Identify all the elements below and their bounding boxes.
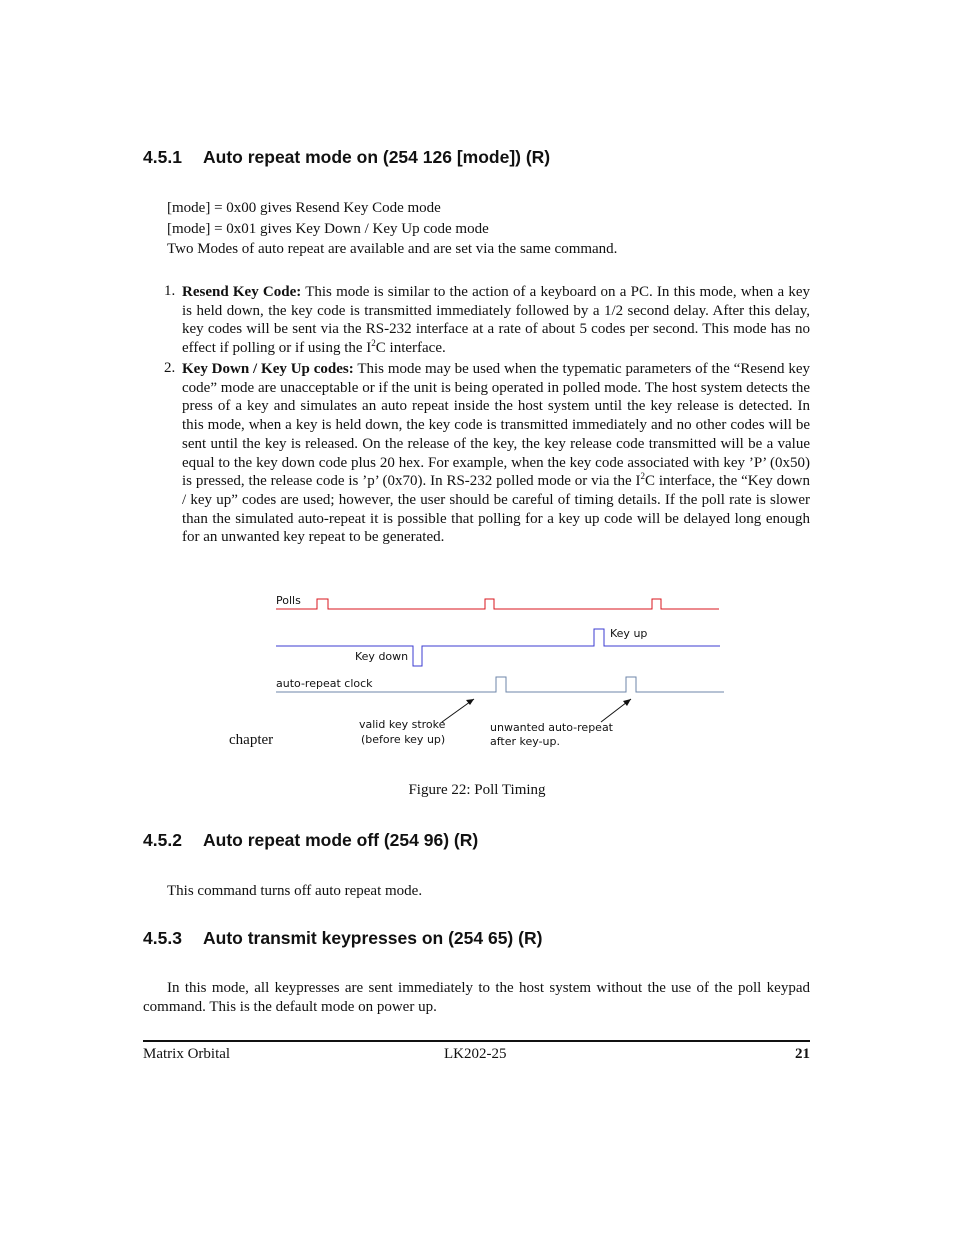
page-number: 21 (795, 1046, 810, 1062)
list-marker: 2. (164, 360, 176, 376)
list-item-term: Key Down / Key Up codes: (182, 361, 354, 377)
key-down-label: Key down (355, 650, 409, 663)
valid-stroke-sublabel: (before key up) (361, 733, 446, 746)
polls-label: Polls (276, 594, 301, 607)
mode-line-1: [mode] = 0x01 gives Key Down / Key Up code mode (167, 221, 489, 237)
figure-side-label: chapter (229, 732, 274, 748)
polls-waveform (276, 599, 719, 609)
footer-left: Matrix Orbital (143, 1046, 231, 1062)
superscript: 2 (371, 338, 376, 349)
unwanted-repeat-label: unwanted auto-repeat (490, 721, 613, 734)
list-item-text-end: C interface. (375, 340, 446, 357)
list-item-term: Resend Key Code: (182, 284, 302, 300)
list-item-text-end: C interface, the “Key down / key up” codes are used; however, the user should be careful of timing details. If the poll rate is slower than the simulated auto-repeat it is possible that polling for a key up code will be delayed long enough for an unwanted key repeat to be generated. (182, 473, 810, 546)
section-4-5-2-text: This command turns off auto repeat mode. (167, 883, 423, 899)
footer-rule (143, 1040, 810, 1042)
section-4-5-3-text: In this mode, all keypresses are sent immediately to the host system without the use of the poll keypad command. This is the default mode on power up. (143, 980, 810, 1015)
list-item-text: This mode may be used when the typematic parameters of the “Resend key code” mode are unacceptable or if the unit is being operated in polled mode. The host system detects the press of a key and simulates an auto repeat inside the host system until the key release is detected. In this mode, when a key is held down, the key code is transmitted immediately and no other codes will be sent until the key is released. On the release of the key, the key release code transmitted will be a value equal to the key down code plus 20 hex. For example, when the key code associated with key ’P’ (0x50) is pressed, the release code is ’p’ (0x70). In RS-232 polled mode or via the I (182, 361, 810, 490)
superscript: 2 (640, 471, 645, 482)
key-waveform (276, 629, 720, 666)
auto-repeat-clock-label: auto-repeat clock (276, 677, 373, 690)
list-marker: 1. (164, 283, 176, 299)
section-number: 4.5.1 (143, 147, 182, 167)
mode-line-0: [mode] = 0x00 gives Resend Key Code mode (167, 200, 441, 216)
valid-stroke-label: valid key stroke (359, 718, 446, 731)
section-heading-4-5-3 (143, 928, 542, 949)
unwanted-repeat-sublabel: after key-up. (490, 735, 561, 748)
section-heading-4-5-2 (143, 830, 478, 851)
section-number: 4.5.2 (143, 830, 182, 850)
section-title: Auto repeat mode on (254 126 [mode]) (R) (203, 147, 551, 167)
modes-intro: Two Modes of auto repeat are available and are set via the same command. (167, 241, 618, 257)
key-up-label: Key up (610, 627, 648, 640)
list-item-text: This mode is similar to the action of a keyboard on a PC. In this mode, when a key is held down, the key code is transmitted immediately followed by a 1/2 second delay. After this delay, key codes will be sent via the RS-232 interface at a rate of about 5 codes per second. This mode has no effect if polling or if using the I (182, 284, 810, 357)
unwanted-arrow-head (623, 699, 631, 706)
section-title: Auto repeat mode off (254 96) (R) (203, 830, 479, 850)
footer-center: LK202-25 (444, 1046, 507, 1062)
section-title: Auto transmit keypresses on (254 65) (R) (203, 928, 543, 948)
figure-caption: Figure 22: Poll Timing (408, 782, 546, 798)
section-number: 4.5.3 (143, 928, 182, 948)
